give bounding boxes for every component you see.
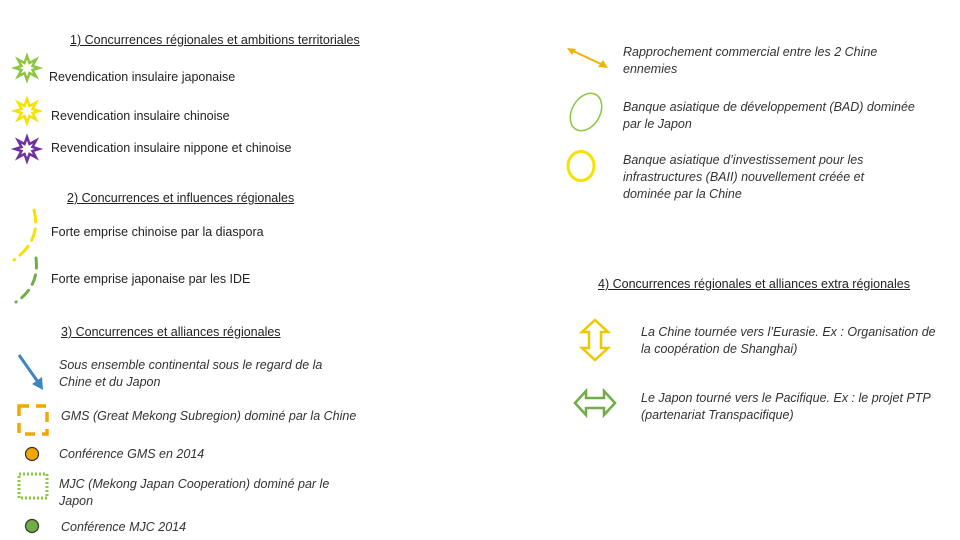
section1-title: 1) Concurrences régionales et ambitions territoriales (70, 33, 360, 47)
legend-item-trade-rapprochement: Rapprochement commercial entre les 2 Chine ennemies (623, 45, 878, 76)
orange-dot-icon (24, 446, 40, 462)
section3-title: 3) Concurrences et alliances régionales (61, 325, 281, 339)
blue-arrow-icon (16, 352, 46, 392)
legend-item-bad: Banque asiatique de développement (BAD) dominée par le Japon (623, 100, 915, 131)
yellow-circle-icon (565, 149, 597, 183)
legend-item-ide: Forte emprise japonaise par les IDE (51, 272, 251, 286)
yellow-star-icon (14, 98, 40, 124)
legend-item-gms: GMS (Great Mekong Subregion) dominé par la Chine (61, 409, 357, 423)
legend-item-eurasia: La Chine tournée vers l’Eurasie. Ex : Organisation de la coopération de Shanghai) (641, 325, 936, 356)
green-horizontal-arrow-icon (573, 388, 617, 418)
legend-item-diaspora: Forte emprise chinoise par la diaspora (51, 225, 264, 239)
legend-item-shared-claim: Revendication insulaire nippone et chinoise (51, 141, 292, 155)
green-dotted-square-icon (17, 472, 49, 500)
legend-item-mjc-conference: Conférence MJC 2014 (61, 520, 187, 534)
green-oval-icon (566, 90, 606, 134)
purple-star-icon (14, 136, 40, 162)
legend-item-mjc: MJC (Mekong Japan Cooperation) dominé par le Japon (59, 477, 330, 508)
yellow-double-arrow-icon (566, 46, 610, 70)
yellow-vertical-arrow-icon (580, 318, 610, 362)
legend-item-pacific: Le Japon tourné vers le Pacifique. Ex : le projet PTP (partenariat Transpacifique) (641, 391, 931, 422)
legend-item-continental: Sous ensemble continental sous le regard de la Chine et du Japon (59, 358, 323, 389)
legend-item-baii: Banque asiatique d’investissement pour les infrastructures (BAII) nouvellement créée et dominée par la Chine (623, 153, 865, 201)
green-dot-icon (24, 518, 40, 534)
green-dashed-arc-icon (10, 256, 40, 306)
section2-title: 2) Concurrences et influences régionales (67, 191, 295, 205)
orange-dashed-square-icon (17, 404, 49, 436)
legend-item-china-claim: Revendication insulaire chinoise (51, 109, 230, 123)
legend-item-gms-conference: Conférence GMS en 2014 (59, 447, 205, 461)
green-star-icon (14, 55, 40, 81)
legend-item-japan-claim: Revendication insulaire japonaise (49, 70, 236, 84)
section4-title: 4) Concurrences régionales et alliances extra régionales (598, 277, 910, 291)
